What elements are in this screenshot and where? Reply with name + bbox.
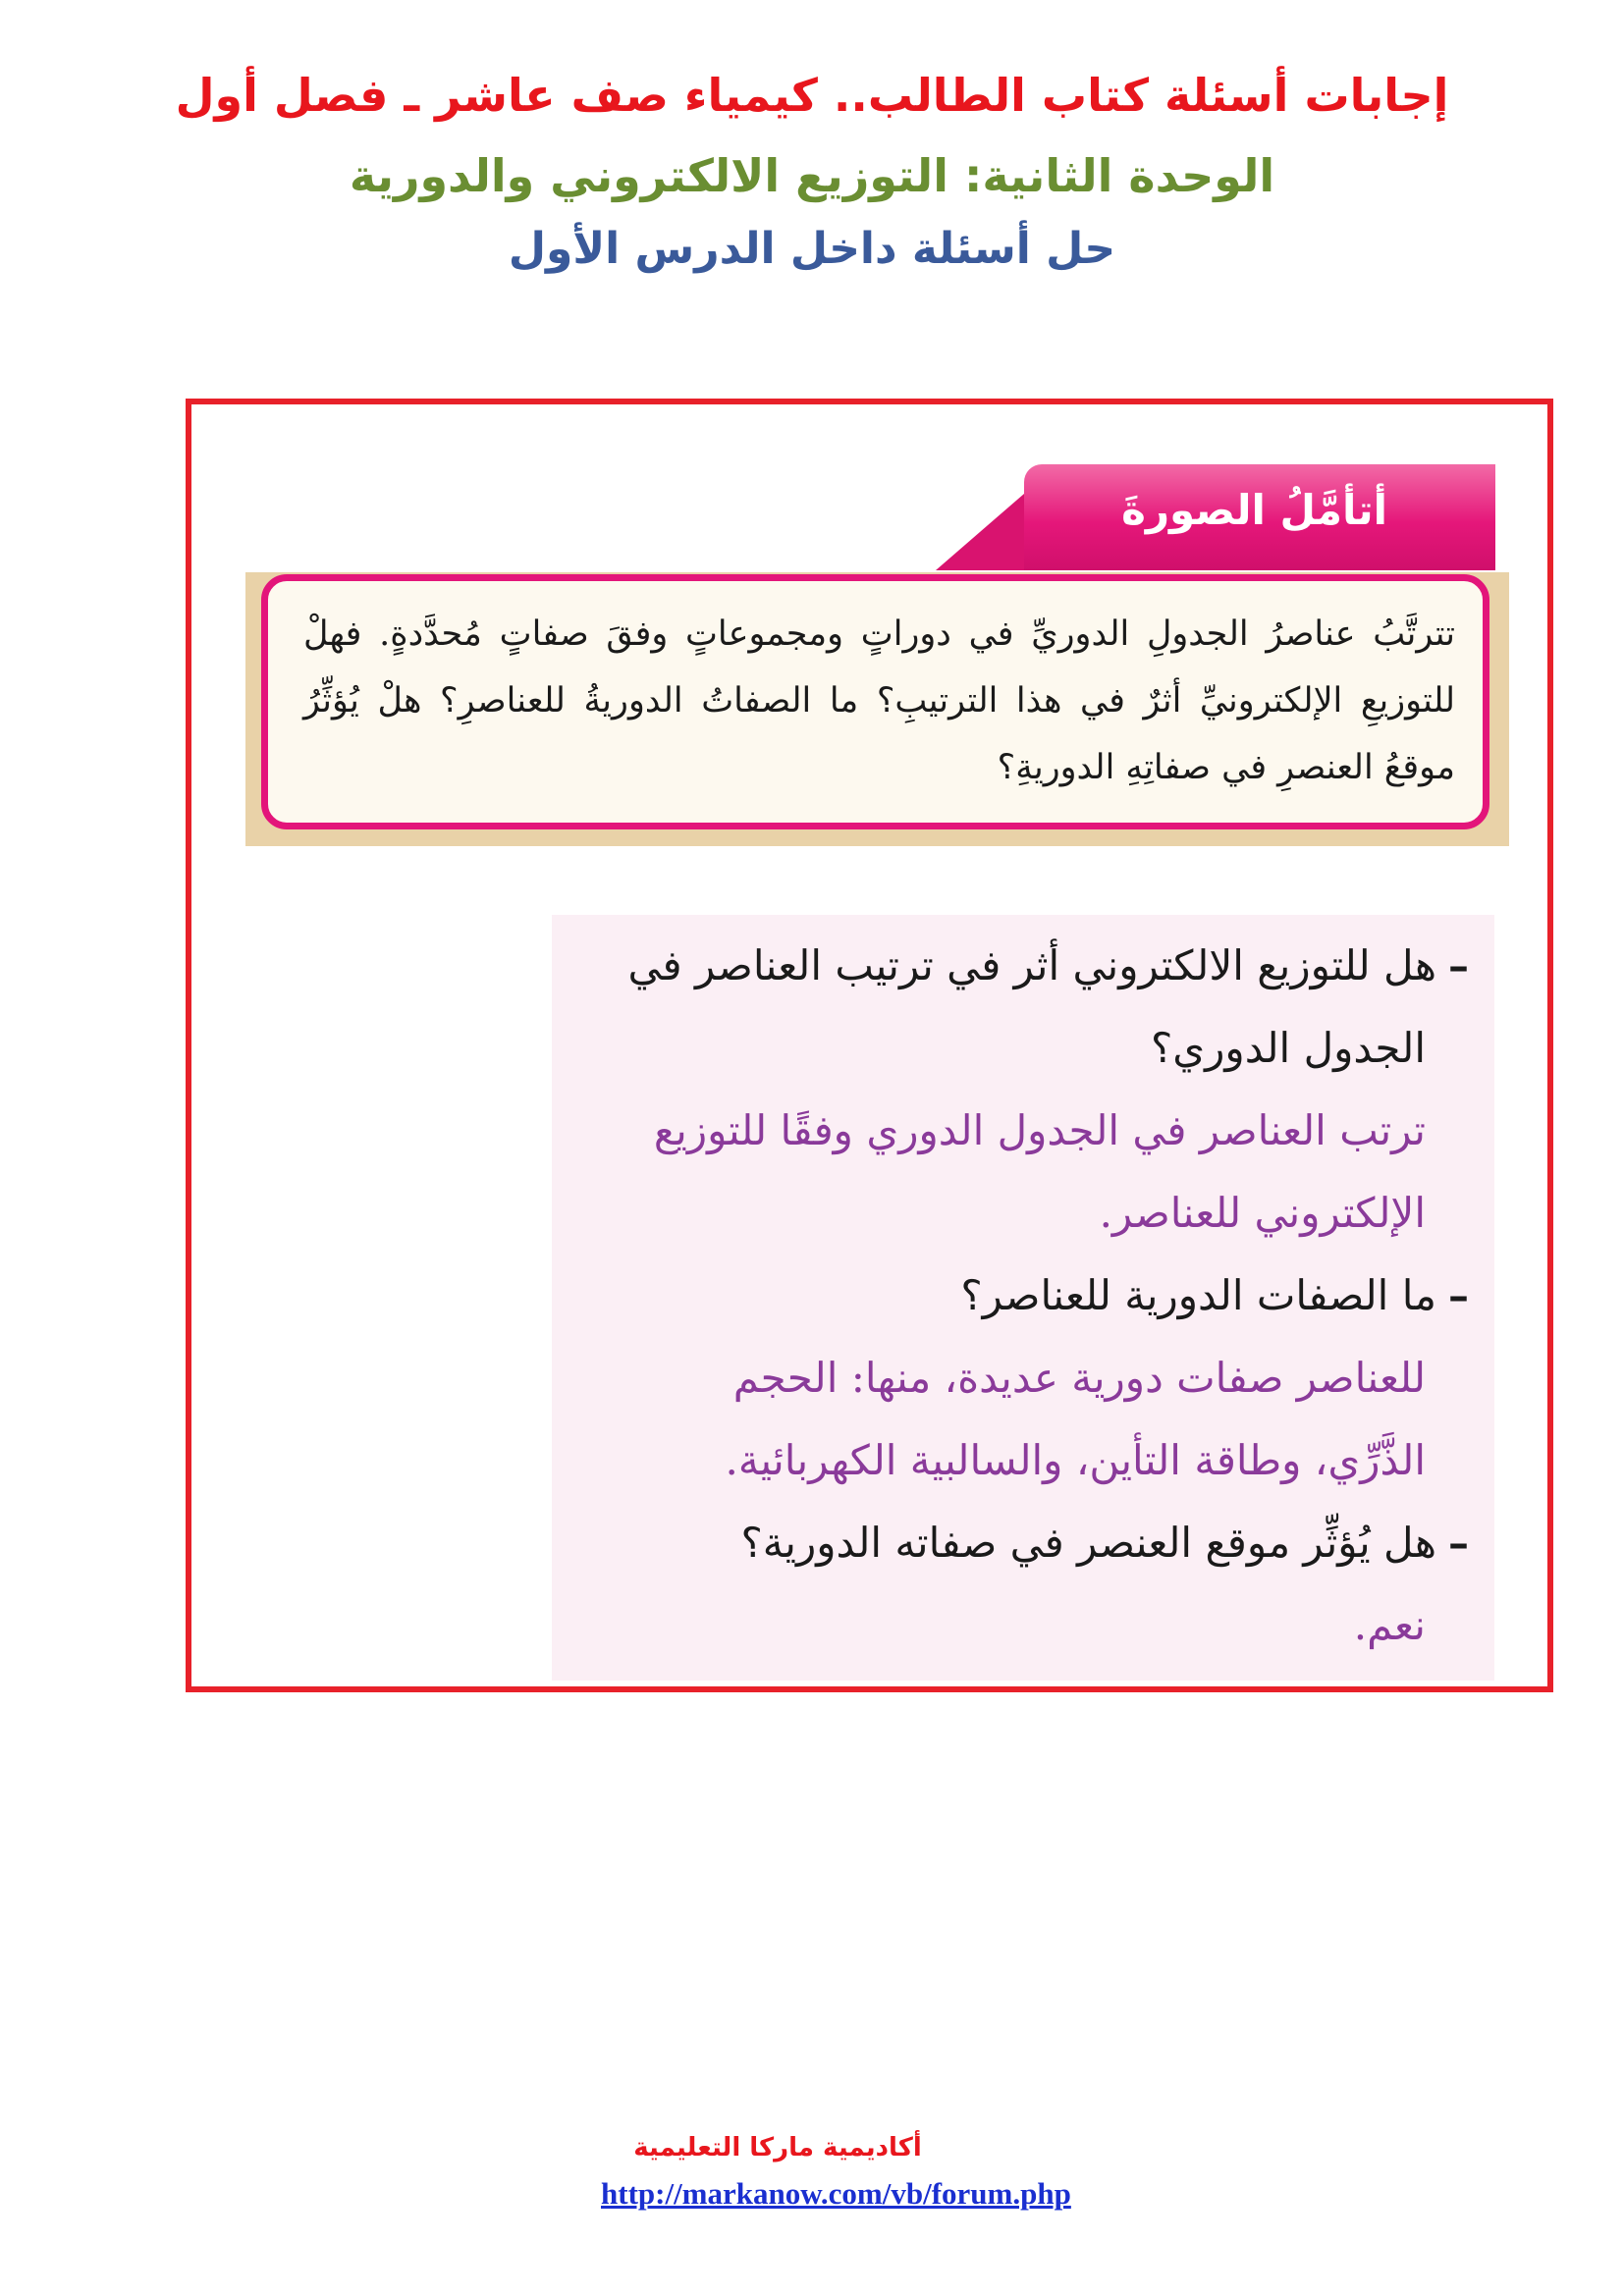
question-1 (626, 925, 1469, 1090)
question-2 (626, 1255, 1469, 1337)
page-title: إجابات أسئلة كتاب الطالب.. كيمياء صف عاشر ـ فصل أول (175, 69, 1449, 122)
dash-bullet: – (1448, 1271, 1469, 1319)
question-1-line-1: هل للتوزيع الالكتروني أثر في ترتيب العناصر في (627, 941, 1436, 989)
footer-org-name: أكاديمية ماركا التعليمية (633, 2133, 922, 2163)
dash-bullet: – (1448, 941, 1469, 989)
answer-1-line-2: الإلكتروني للعناصر. (1099, 1189, 1426, 1237)
answer-1-line-1: ترتب العناصر في الجدول الدوري وفقًا للتوزيع (653, 1106, 1426, 1154)
reflection-text-box (261, 574, 1489, 829)
unit-title: الوحدة الثانية: التوزيع الالكتروني والدورية (349, 149, 1275, 202)
question-3 (626, 1502, 1469, 1584)
reflection-tab (1024, 464, 1495, 570)
answers-panel (552, 915, 1494, 1681)
answer-2-line-1: للعناصر صفات دورية عديدة، منها: الحجم (732, 1354, 1426, 1402)
reflection-box (245, 464, 1509, 846)
answer-2 (626, 1337, 1469, 1502)
answers-list (626, 925, 1469, 1667)
dash-bullet: – (1448, 1519, 1469, 1567)
reflection-tab-title: أتأمَّلُ الصورةَ (1121, 486, 1387, 534)
question-1-line-2: الجدول الدوري؟ (1150, 1024, 1426, 1072)
answer-1 (626, 1090, 1469, 1255)
answer-3 (626, 1584, 1469, 1667)
footer-org (0, 2133, 1624, 2163)
question-3-line-1: هل يُؤثِّر موقع العنصر في صفاته الدورية؟ (740, 1519, 1436, 1567)
question-2-line-1: ما الصفات الدورية للعناصر؟ (960, 1271, 1436, 1319)
reflection-tab-tail (936, 494, 1024, 570)
footer-link[interactable]: http://markanow.com/vb/forum.php (601, 2176, 1071, 2211)
answer-2-line-2: الذَّرِّي، وطاقة التأين، والسالبية الكهربائية. (725, 1436, 1426, 1484)
answer-3-line-1: نعم. (1353, 1601, 1426, 1649)
lesson-title: حل أسئلة داخل الدرس الأول (508, 224, 1116, 274)
reflection-text: تترتَّبُ عناصرُ الجدولِ الدوريِّ في دوراتٍ ومجموعاتٍ وفقَ صفاتٍ مُحدَّدةٍ. فهلْ للتوزيعِ الإلكترونيِّ أثرٌ في هذا الترتيبِ؟ ما الصفاتُ الدوريةُ للعناصرِ؟ هلْ يُؤثِّرُ موقعُ العنصرِ في صفاتِهِ الدوريةِ؟ (303, 614, 1455, 787)
